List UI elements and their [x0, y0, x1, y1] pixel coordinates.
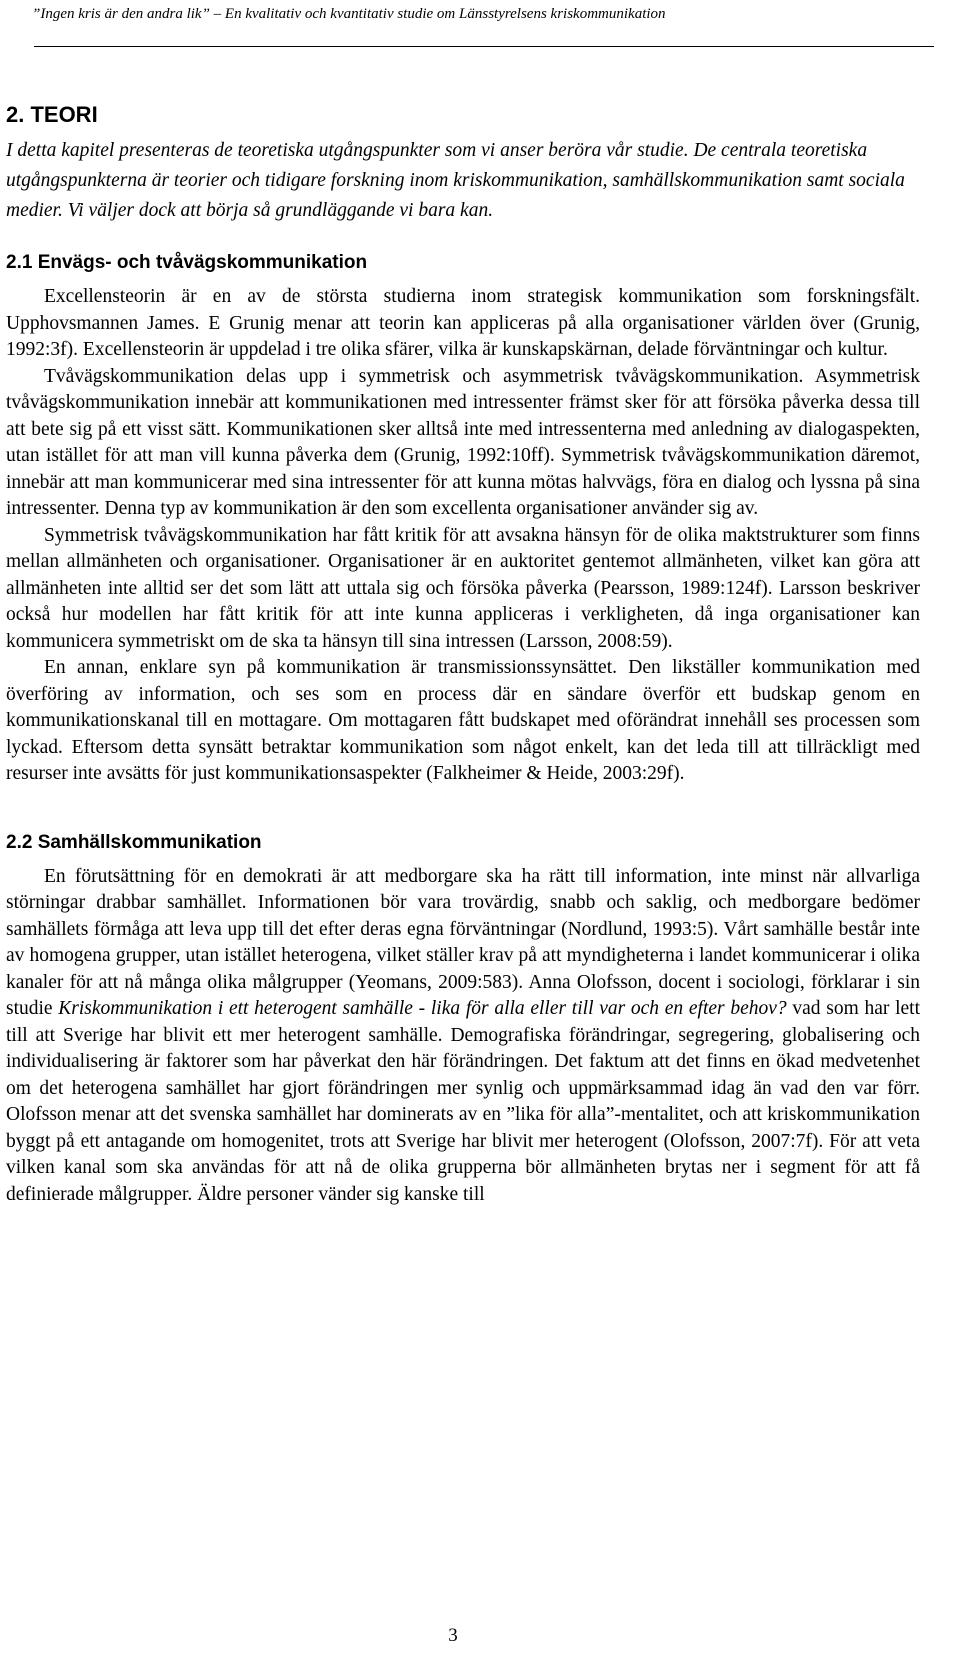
paragraph-text: vad som har lett till att Sverige har blivit ett mer heterogent samhälle. Demografiska förändringar, segregering, globalisering och individualisering är faktorer som har påverkat den här förändringen. Det faktum att det finns en ökad medvetenhet om det heterogena samhället har gjort förändringen mer synlig och uppmärksammad idag än vad den var förr. Olofsson menar att det svenska samhället har dominerats av en ”lika för alla”-mentalitet, och att kriskommunikation byggt på ett antagande om homogenitet, trots att Sverige har blivit mer heterogent (Olofsson, 2007:7f). För att veta vilken kanal som ska användas för att nå de olika grupperna bör allmänheten brytas ner i segment för att få definierade målgrupper. Äldre personer vänder sig kanske till [6, 998, 920, 1205]
page-content [6, 100, 920, 1208]
header-rule [34, 46, 934, 47]
section-heading-2-1: 2.1 Envägs- och tvåvägskommunikation [6, 252, 368, 273]
paragraph-text: En förutsättning för en demokrati är att medborgare ska ha rätt till information, inte minst när allvarliga störningar drabbar samhället. Informationen bör vara trovärdig, snabb och saklig, och medborgare bedömer samhällets förmåga att leva upp till det efter deras egna förväntningar (Nordlund, 1993:5). Vårt samhälle består inte av homogena grupper, utan istället heterogena, vilket ställer krav på att myndigheterna i landet kommunicerar i olika kanaler för att nå många olika målgrupper (Yeomans, 2009:583). Anna Olofsson, docent i sociologi, förklarar i sin studie [6, 865, 920, 1019]
chapter-intro: I detta kapitel presenteras de teoretiska utgångspunkter som vi anser beröra vår studie. De centrala teoretiska utgångspunkterna är teorier och tidigare forskning inom kriskommunikation, samhällskommunikation samt sociala medier. Vi väljer dock att börja så grundläggande vi bara kan. [6, 140, 905, 221]
paragraph: Tvåvägskommunikation delas upp i symmetrisk och asymmetrisk tvåvägskommunikation. Asymmetrisk tvåvägskommunikation innebär att kommunikationen med intressenter främst sker för att försöka påverka dessa till att bete sig på ett visst sätt. Kommunikationen sker alltså inte med intressenterna med anledning av dialogaspekten, utan istället för att man vill kunna påverka dem (Grunig, 1992:10ff). Symmetrisk tvåvägskommunikation däremot, innebär att man kommunicerar med sina intressenter för att kunna mötas halvvägs, föra en dialog och lyssna på sina intressenter. Denna typ av kommunikation är den som excellenta organisationer använder sig av. [6, 365, 920, 519]
paragraph [6, 864, 920, 1209]
paragraph: Symmetrisk tvåvägskommunikation har fått kritik för att avsakna hänsyn för de olika maktstrukturer som finns mellan allmänheten och organisationer. Organisationer är en auktoritet gentemot allmänheten, vilket kan göra att allmänheten inte alltid ser det som lätt att uttala sig och försöka påverka (Pearsson, 1989:124f). Larsson beskriver också hur modellen har fått kritik för att inte kunna appliceras i verkligheten, då inga organisationer kan kommunicera symmetriskt om de ska ta hänsyn till sina intressen (Larsson, 2008:59). [6, 524, 920, 652]
section-2-1-body [6, 284, 920, 788]
cited-study-title: Kriskommunikation i ett heterogent samhälle - lika för alla eller till var och en efter behov? [58, 998, 787, 1019]
paragraph: Excellensteorin är en av de största studierna inom strategisk kommunikation som forskningsfält. Upphovsmannen James. E Grunig menar att teorin kan appliceras på alla organisationer världen över (Grunig, 1992:3f). Excellensteorin är uppdelad i tre olika sfärer, vilka är kunskapskärnan, delade förväntningar och kultur. [6, 286, 920, 360]
section-2-2-body [6, 864, 920, 1209]
running-header: ”Ingen kris är den andra lik” – En kvalitativ och kvantitativ studie om Länsstyrelsens kriskommunikation [32, 6, 666, 22]
section-heading-2-2: 2.2 Samhällskommunikation [6, 831, 262, 853]
chapter-heading: 2. TEORI [6, 102, 98, 127]
paragraph: En annan, enklare syn på kommunikation är transmissionssynsättet. Den likställer kommunikation med överföring av information, och ses som en process där en sändare överför ett budskap genom en kommunikationskanal till en mottagare. Om mottagaren fått budskapet med oförändrat innehåll ses processen som lyckad. Eftersom detta synsätt betraktar kommunikation som något enkelt, kan det leda till att tillräckligt med resurser inte avsätts för just kommunikationsaspekter (Falkheimer & Heide, 2003:29f). [6, 657, 920, 784]
page-number: 3 [448, 1625, 458, 1646]
